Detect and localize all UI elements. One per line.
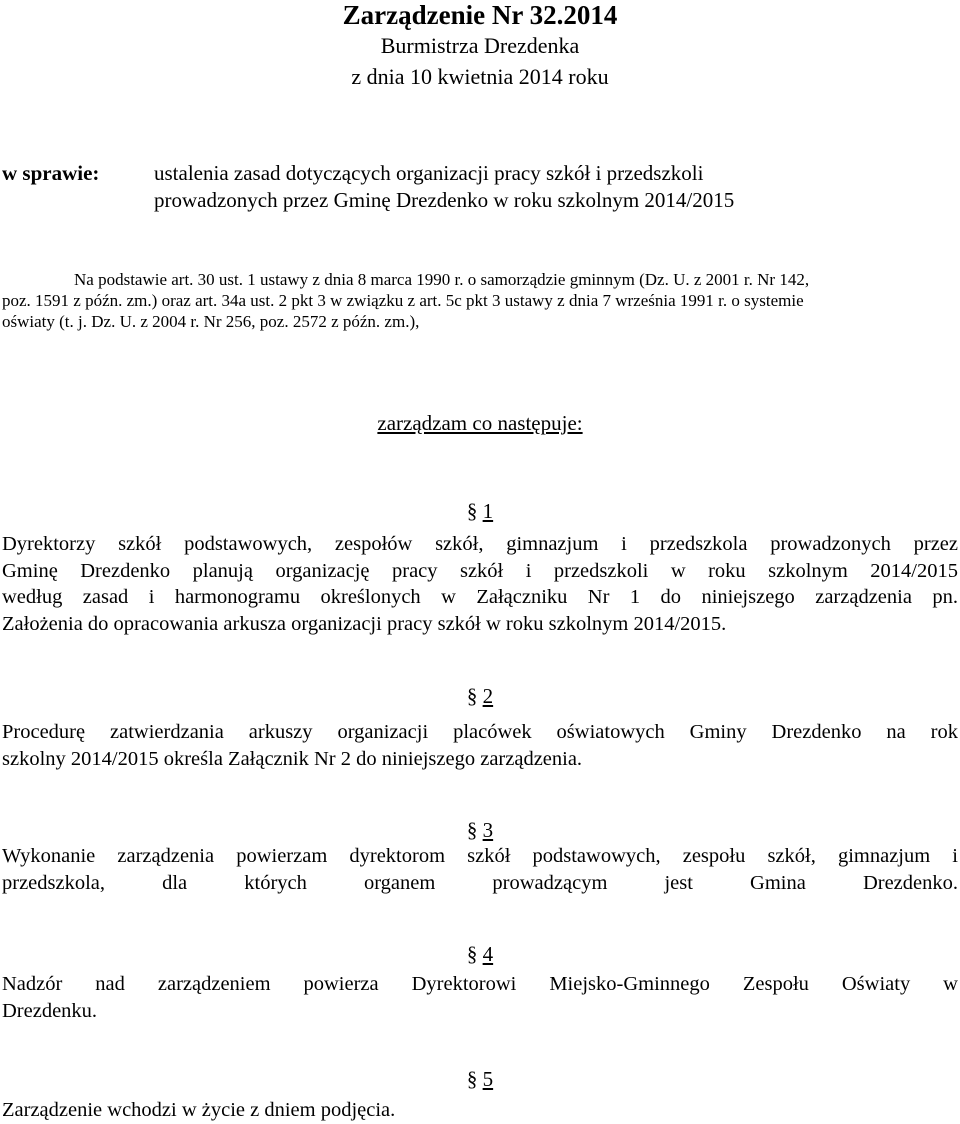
section-symbol: §	[466, 684, 478, 708]
intro-text: zarządzam co następuje:	[377, 411, 583, 435]
section-line: szkolny 2014/2015 określa Załącznik Nr 2 do niniejszego zarządzenia.	[2, 747, 583, 770]
section-line: Dyrektorzy szkół podstawowych, zespołów szkół, gimnazjum i przedszkola prowadzonych przez	[2, 533, 958, 555]
section-line: Wykonanie zarządzenia powierzam dyrektorom szkół podstawowych, zespołu szkół, gimnazjum i	[2, 845, 958, 867]
legal-basis-line: Na podstawie art. 30 ust. 1 ustawy z dnia 8 marca 1990 r. o samorządzie gminnym (Dz. U. z 2001 r. Nr 142,	[74, 270, 810, 289]
intro-heading	[0, 410, 960, 436]
section-heading-4	[0, 941, 960, 967]
section-line: Zarządzenie wchodzi w życie z dniem podjęcia.	[2, 1099, 396, 1121]
section-number: 4	[482, 942, 494, 966]
section-number: 1	[482, 499, 494, 523]
section-heading-2	[0, 683, 960, 709]
date-line: z dnia 10 kwietnia 2014 roku	[351, 64, 609, 89]
section-heading-5	[0, 1066, 960, 1092]
legal-basis-line: oświaty (t. j. Dz. U. z 2004 r. Nr 256, poz. 2572 z późn. zm.),	[2, 312, 420, 331]
section-body-5	[2, 1097, 958, 1124]
section-body-4	[2, 971, 958, 1024]
section-line: przedszkola, dla których organem prowadzącym jest Gmina Drezdenko.	[2, 871, 958, 894]
issuer-line: Burmistrza Drezdenka	[380, 33, 580, 58]
section-heading-3	[0, 817, 960, 843]
section-symbol: §	[466, 942, 478, 966]
subject-line: ustalenia zasad dotyczących organizacji pracy szkół i przedszkoli	[154, 161, 704, 185]
section-number: 2	[482, 684, 494, 708]
section-line: Nadzór nad zarządzeniem powierza Dyrektorowi Miejsko-Gminnego Zespołu Oświaty w	[2, 973, 958, 995]
section-line: Gminę Drezdenko planują organizację pracy szkół i przedszkoli w roku szkolnym 2014/2015	[2, 559, 958, 582]
legal-basis-line: poz. 1591 z późn. zm.) oraz art. 34a ust. 2 pkt 3 w związku z art. 5c pkt 3 ustawy z dnia 7 września 1991 r. o systemie	[2, 291, 804, 310]
section-line: Drezdenku.	[2, 999, 98, 1022]
section-symbol: §	[466, 818, 478, 842]
subject-label: w sprawie:	[2, 161, 100, 185]
section-symbol: §	[466, 499, 478, 523]
section-symbol: §	[466, 1067, 478, 1091]
section-number: 5	[482, 1067, 494, 1091]
section-body-3	[2, 843, 958, 896]
document-title: Zarządzenie Nr 32.2014	[342, 0, 618, 30]
section-body-1	[2, 531, 958, 637]
section-heading-1	[0, 498, 960, 524]
section-line: Procedurę zatwierdzania arkuszy organizacji placówek oświatowych Gminy Drezdenko na rok	[2, 721, 958, 743]
section-number: 3	[482, 818, 494, 842]
section-line: według zasad i harmonogramu określonych w Załączniku Nr 1 do niniejszego zarządzenia pn.	[2, 586, 958, 608]
subject-line: prowadzonych przez Gminę Drezdenko w roku szkolnym 2014/2015	[154, 188, 735, 212]
section-line: Założenia do opracowania arkusza organizacji pracy szkół w roku szkolnym 2014/2015.	[2, 612, 727, 635]
section-body-2	[2, 719, 958, 772]
subject-text	[154, 160, 874, 214]
legal-basis	[2, 269, 960, 332]
